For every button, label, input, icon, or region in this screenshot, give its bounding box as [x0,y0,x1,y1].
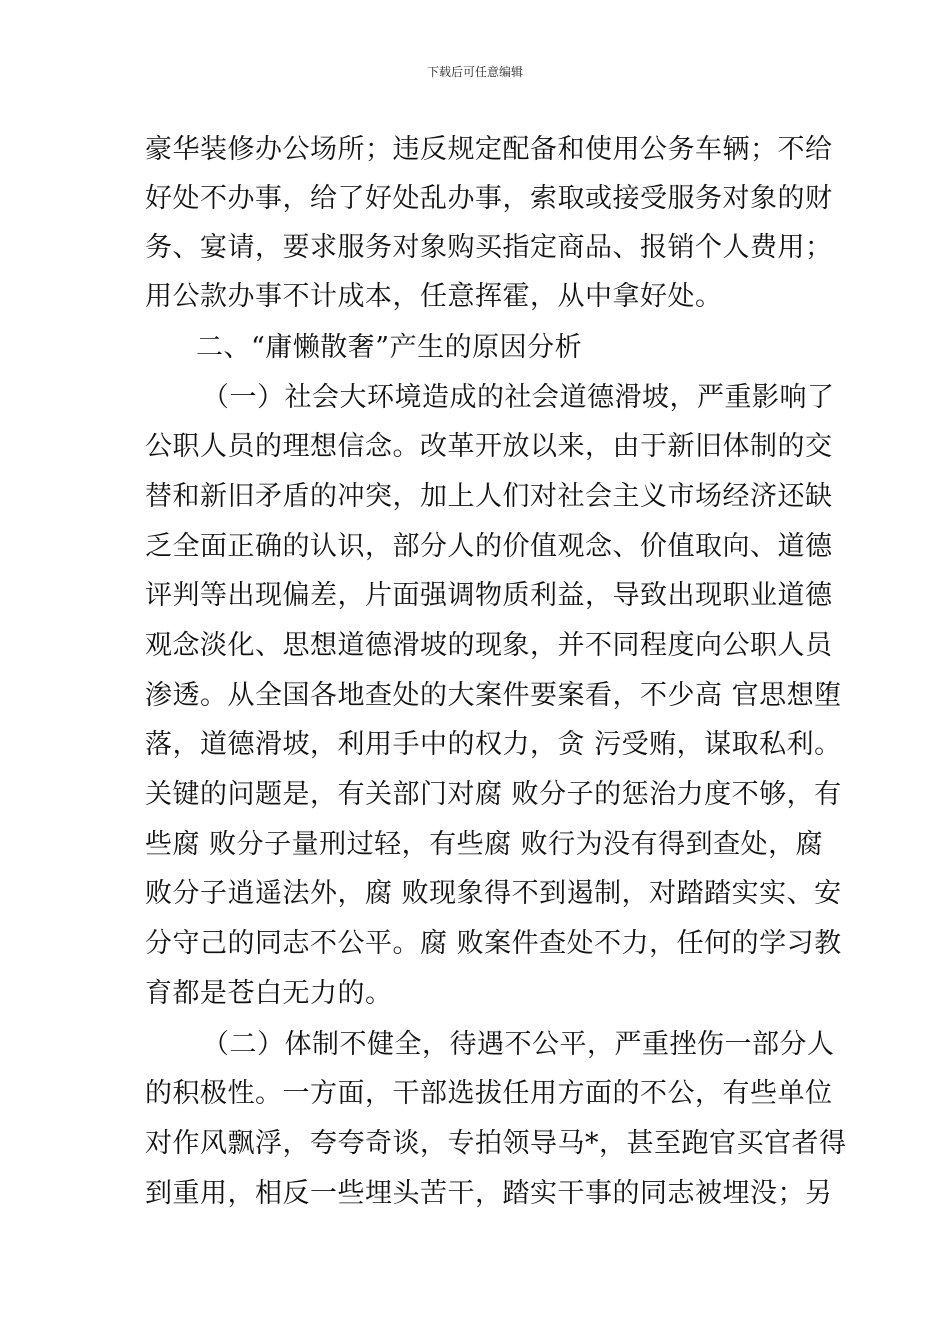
paragraph-line: 到重用，相反一些埋头苦干，踏实干事的同志被埋没；另 [145,1178,833,1209]
paragraph-line: 替和新旧矛盾的冲突，加上人们对社会主义市场经济还缺 [145,481,833,512]
paragraph-first-line: （二）体制不健全，待遇不公平，严重挫伤一部分人 [202,1029,835,1060]
paragraph-line: 豪华装修办公场所；违反规定配备和使用公务车辆；不给 [145,134,833,165]
paragraph-line: 务、宴请，要求服务对象购买指定商品、报销个人费用； [145,232,833,263]
paragraph-line: 用公款办事不计成本，任意挥霍，从中拿好处。 [145,281,723,312]
paragraph-line: 关键的问题是，有关部门对腐 败分子的惩治力度不够，有 [145,779,842,810]
paragraph-line: 观念淡化、思想道德滑坡的现象，并不同程度向公职人员 [145,630,833,661]
paragraph-line: 育都是苍白无力的。 [145,978,393,1009]
paragraph-line: 渗透。从全国各地查处的大案件要案看，不少高 官思想堕 [145,680,842,711]
paragraph-first-line: （一）社会大环境造成的社会道德滑坡，严重影响了 [202,382,835,413]
paragraph-first-line: 二、“庸懒散奢”产生的原因分析 [196,332,583,363]
paragraph-line: 些腐 败分子量刑过轻，有些腐 败行为没有得到查处，腐 [145,829,824,860]
paragraph-line: 落，道德滑坡，利用手中的权力，贪 污受贿，谋取私利。 [145,729,842,760]
paragraph-line: 好处不办事，给了好处乱办事，索取或接受服务对象的财 [145,183,833,214]
paragraph-line: 败分子逍遥法外，腐 败现象得不到遏制，对踏踏实实、安 [145,878,842,909]
paragraph-line: 公职人员的理想信念。改革开放以来，由于新旧体制的交 [145,431,833,462]
paragraph-line: 分守己的同志不公平。腐 败案件查处不力，任何的学习教 [145,928,842,959]
paragraph-line: 评判等出现偏差，片面强调物质利益，导致出现职业道德 [145,580,833,611]
paragraph-line: 的积极性。一方面，干部选拔任用方面的不公，有些单位 [145,1078,833,1109]
page-header: 下载后可任意编辑 [426,65,523,79]
paragraph-line: 对作风飘浮，夸夸奇谈，专拍领导马*，甚至跑官买官者得 [145,1128,847,1159]
paragraph-line: 乏全面正确的认识，部分人的价值观念、价值取向、道德 [145,531,833,562]
